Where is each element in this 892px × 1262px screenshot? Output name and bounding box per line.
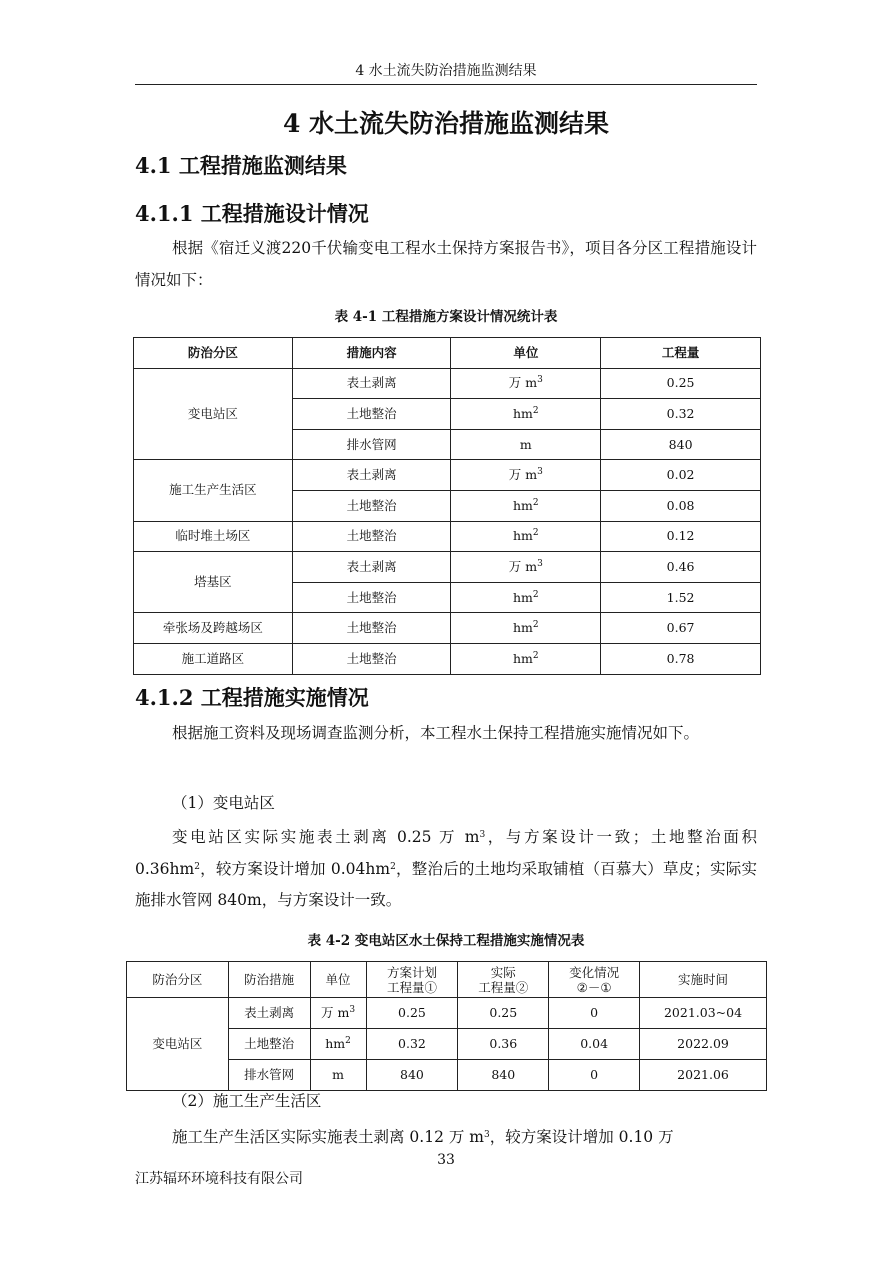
design-measures-table	[133, 337, 761, 675]
quantity-cell: 0.32	[601, 399, 761, 430]
zone-cell: 塔基区	[134, 552, 293, 613]
quantity-cell: 0.67	[601, 613, 761, 644]
chapter-title: 4 水土流失防治措施监测结果	[282, 109, 610, 138]
section-heading-4-1-2: 4.1.2 工程措施实施情况	[135, 685, 369, 710]
section-heading-4-1: 4.1 工程措施监测结果	[135, 153, 347, 178]
quantity-cell: 0.02	[601, 460, 761, 491]
actual-cell: 0.25	[458, 998, 549, 1029]
column-header: 变化情况 ②－①	[549, 962, 640, 998]
page-number: 33	[437, 1152, 455, 1168]
paragraph-substation: 变电站区实际实施表土剥离 0.25 万 $m^3$，与方案设计一致；土地整治面积 $0.36hm^2$，较方案设计增加 $0.04hm^2$，整治后的土地均采取铺植（百慕大）草皮；实际实施排水管网 840m，与方案设计一致。	[135, 828, 757, 909]
zone-cell: 施工道路区	[134, 643, 293, 674]
unit-cell: 万 $m^3$	[451, 552, 601, 583]
measure-cell: 土地整治	[292, 490, 451, 521]
unit-cell: 万 $m^3$	[451, 368, 601, 399]
column-header: 措施内容	[292, 338, 451, 369]
measure-cell: 排水管网	[228, 1060, 310, 1091]
zone-cell: 牵张场及跨越场区	[134, 613, 293, 644]
column-header: 防治分区	[134, 338, 293, 369]
unit-cell: $hm^2$	[451, 521, 601, 552]
table-row	[127, 998, 767, 1029]
zone-cell: 变电站区	[127, 998, 229, 1091]
quantity-cell: 0.78	[601, 643, 761, 674]
footer-company: 江苏辐环环境科技有限公司	[135, 1171, 303, 1187]
measure-cell: 表土剥离	[228, 998, 310, 1029]
column-header: 单位	[310, 962, 366, 998]
measure-cell: 土地整治	[292, 521, 451, 552]
table-row	[134, 521, 761, 552]
paragraph-implementation: 根据施工资料及现场调查监测分析，本工程水土保持工程措施实施情况如下。	[172, 724, 700, 742]
table-row	[134, 460, 761, 491]
table-row	[134, 552, 761, 583]
table-header-row	[127, 962, 767, 998]
unit-cell: $hm^2$	[451, 613, 601, 644]
planned-cell: 840	[366, 1060, 458, 1091]
measure-cell: 土地整治	[292, 643, 451, 674]
table1-caption: 表 4-1 工程措施方案设计情况统计表	[334, 309, 558, 325]
measure-cell: 表土剥离	[292, 460, 451, 491]
column-header: 防治措施	[228, 962, 310, 998]
measure-cell: 土地整治	[292, 613, 451, 644]
time-cell: 2021.06	[640, 1060, 767, 1091]
planned-cell: 0.25	[366, 998, 458, 1029]
table-row	[134, 368, 761, 399]
quantity-cell: 1.52	[601, 582, 761, 613]
time-cell: 2022.09	[640, 1029, 767, 1060]
unit-cell: $hm^2$	[451, 643, 601, 674]
quantity-cell: 840	[601, 429, 761, 460]
column-header: 方案计划 工程量①	[366, 962, 458, 998]
column-header: 工程量	[601, 338, 761, 369]
table2-caption: 表 4-2 变电站区水土保持工程措施实施情况表	[307, 933, 585, 949]
unit-cell: 万 $m^3$	[310, 998, 366, 1029]
table-row	[134, 643, 761, 674]
list-item-substation: （1）变电站区	[172, 794, 275, 812]
paragraph-construction-area: 施工生产生活区实际实施表土剥离 0.12 万 $m^3$，较方案设计增加 0.10 万	[172, 1128, 674, 1146]
paragraph-intro: 根据《宿迁义渡220千伏输变电工程水土保持方案报告书》，项目各分区工程措施设计情况如下：	[135, 239, 757, 289]
measure-cell: 土地整治	[228, 1029, 310, 1060]
table-header-row	[134, 338, 761, 369]
measure-cell: 排水管网	[292, 429, 451, 460]
header-rule	[135, 84, 757, 85]
change-cell: 0	[549, 1060, 640, 1091]
quantity-cell: 0.25	[601, 368, 761, 399]
time-cell: 2021.03~04	[640, 998, 767, 1029]
actual-cell: 0.36	[458, 1029, 549, 1060]
unit-cell: $hm^2$	[451, 582, 601, 613]
unit-cell: m	[451, 429, 601, 460]
unit-cell: $hm^2$	[451, 490, 601, 521]
zone-cell: 临时堆土场区	[134, 521, 293, 552]
change-cell: 0	[549, 998, 640, 1029]
quantity-cell: 0.46	[601, 552, 761, 583]
unit-cell: 万 $m^3$	[451, 460, 601, 491]
section-heading-4-1-1: 4.1.1 工程措施设计情况	[135, 201, 369, 226]
measure-cell: 表土剥离	[292, 368, 451, 399]
zone-cell: 施工生产生活区	[134, 460, 293, 521]
table-row	[134, 613, 761, 644]
column-header: 单位	[451, 338, 601, 369]
substation-implementation-table	[126, 961, 767, 1091]
column-header: 实施时间	[640, 962, 767, 998]
measure-cell: 表土剥离	[292, 552, 451, 583]
column-header: 实际 工程量②	[458, 962, 549, 998]
running-header: 4 水土流失防治措施监测结果	[355, 63, 537, 79]
actual-cell: 840	[458, 1060, 549, 1091]
column-header: 防治分区	[127, 962, 229, 998]
unit-cell: $hm^2$	[451, 399, 601, 430]
quantity-cell: 0.08	[601, 490, 761, 521]
change-cell: 0.04	[549, 1029, 640, 1060]
unit-cell: m	[310, 1060, 366, 1091]
unit-cell: $hm^2$	[310, 1029, 366, 1060]
zone-cell: 变电站区	[134, 368, 293, 460]
planned-cell: 0.32	[366, 1029, 458, 1060]
list-item-construction-area: （2）施工生产生活区	[172, 1092, 322, 1110]
quantity-cell: 0.12	[601, 521, 761, 552]
measure-cell: 土地整治	[292, 582, 451, 613]
measure-cell: 土地整治	[292, 399, 451, 430]
